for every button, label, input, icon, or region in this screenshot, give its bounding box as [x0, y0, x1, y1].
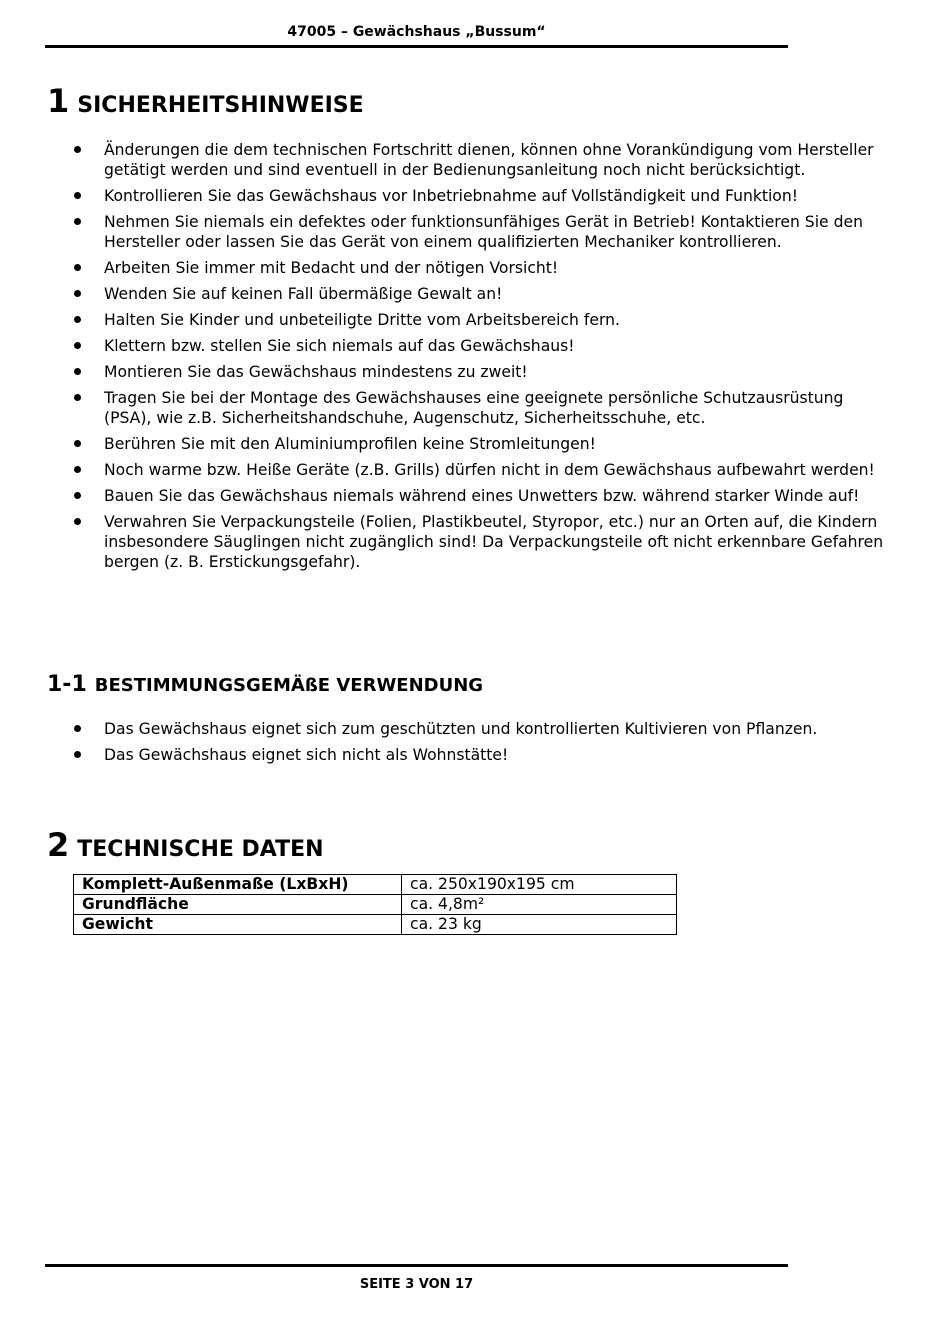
- table-row: [74, 895, 677, 915]
- table-row: [74, 875, 677, 895]
- bullet-icon: [74, 725, 81, 732]
- table-key: Grundfläche: [74, 895, 402, 915]
- table-key: Komplett-Außenmaße (LxBxH): [74, 875, 402, 895]
- section-number: 1: [47, 82, 70, 120]
- technical-data-table: [73, 874, 677, 935]
- bullet-icon: [74, 342, 81, 349]
- document-title: 47005 – Gewächshaus „Bussum“: [287, 24, 546, 40]
- bullet-icon: [74, 146, 81, 153]
- bullet-icon: [74, 492, 81, 499]
- bullet-icon: [74, 440, 81, 447]
- bullet-icon: [74, 264, 81, 271]
- section-heading-technical-data: [47, 826, 324, 864]
- section-title: TECHNISCHE DATEN: [77, 837, 324, 862]
- table-value: ca. 250x190x195 cm: [402, 875, 677, 895]
- bullet-icon: [74, 316, 81, 323]
- section-number: 2: [47, 826, 70, 864]
- list-item: Bauen Sie das Gewächshaus niemals während eines Unwetters bzw. während starker Winde auf!: [74, 486, 884, 506]
- list-item: Montieren Sie das Gewächshaus mindestens zu zweit!: [74, 362, 884, 382]
- list-item: Das Gewächshaus eignet sich zum geschützten und kontrollierten Kultivieren von Pflanzen.: [74, 719, 884, 739]
- list-item: Arbeiten Sie immer mit Bedacht und der nötigen Vorsicht!: [74, 258, 884, 278]
- bullet-icon: [74, 751, 81, 758]
- section-title: BESTIMMUNGSGEMÄßE VERWENDUNG: [94, 675, 484, 696]
- bullet-icon: [74, 218, 81, 225]
- list-item: Noch warme bzw. Heiße Geräte (z.B. Grills) dürfen nicht in dem Gewächshaus aufbewahrt werden!: [74, 460, 884, 480]
- list-item: Tragen Sie bei der Montage des Gewächshauses eine geeignete persönliche Schutzausrüstung (PSA), wie z.B. Sicherheitshandschuhe, Augenschutz, Sicherheitsschuhe, etc.: [74, 388, 884, 428]
- table-value: ca. 23 kg: [402, 915, 677, 935]
- section-number: 1-1: [47, 672, 87, 697]
- bullet-icon: [74, 192, 81, 199]
- bullet-icon: [74, 394, 81, 401]
- list-item: Änderungen die dem technischen Fortschritt dienen, können ohne Vorankündigung vom Hersteller getätigt werden und sind eventuell in der Bedienungsanleitung noch nicht berücksichtigt.: [74, 140, 884, 180]
- page-number: SEITE 3 VON 17: [359, 1277, 474, 1292]
- list-item: Verwahren Sie Verpackungsteile (Folien, Plastikbeutel, Styropor, etc.) nur an Orten auf, die Kindern insbesondere Säuglingen nicht zugänglich sind! Da Verpackungsteile oft nicht erkennbare Gefahren bergen (z. B. Erstickungsgefahr).: [74, 512, 884, 572]
- table-row: [74, 915, 677, 935]
- list-item: Berühren Sie mit den Aluminiumprofilen keine Stromleitungen!: [74, 434, 884, 454]
- page-header: [45, 22, 788, 48]
- safety-list: [74, 140, 884, 578]
- section-heading-safety: [47, 82, 364, 120]
- bullet-icon: [74, 290, 81, 297]
- bullet-icon: [74, 466, 81, 473]
- list-item: Das Gewächshaus eignet sich nicht als Wohnstätte!: [74, 745, 884, 765]
- list-item: Klettern bzw. stellen Sie sich niemals auf das Gewächshaus!: [74, 336, 884, 356]
- bullet-icon: [74, 368, 81, 375]
- bullet-icon: [74, 518, 81, 525]
- page-footer: [45, 1264, 788, 1292]
- intended-use-list: [74, 719, 884, 771]
- list-item: Kontrollieren Sie das Gewächshaus vor Inbetriebnahme auf Vollständigkeit und Funktion!: [74, 186, 884, 206]
- list-item: Wenden Sie auf keinen Fall übermäßige Gewalt an!: [74, 284, 884, 304]
- list-item: Nehmen Sie niemals ein defektes oder funktionsunfähiges Gerät in Betrieb! Kontaktieren Sie den Hersteller oder lassen Sie das Gerät von einem qualifizierten Mechaniker kontrollieren.: [74, 212, 884, 252]
- list-item: Halten Sie Kinder und unbeteiligte Dritte vom Arbeitsbereich fern.: [74, 310, 884, 330]
- section-heading-intended-use: [47, 672, 483, 697]
- table-key: Gewicht: [74, 915, 402, 935]
- table-value: ca. 4,8m²: [402, 895, 677, 915]
- section-title: SICHERHEITSHINWEISE: [77, 93, 364, 118]
